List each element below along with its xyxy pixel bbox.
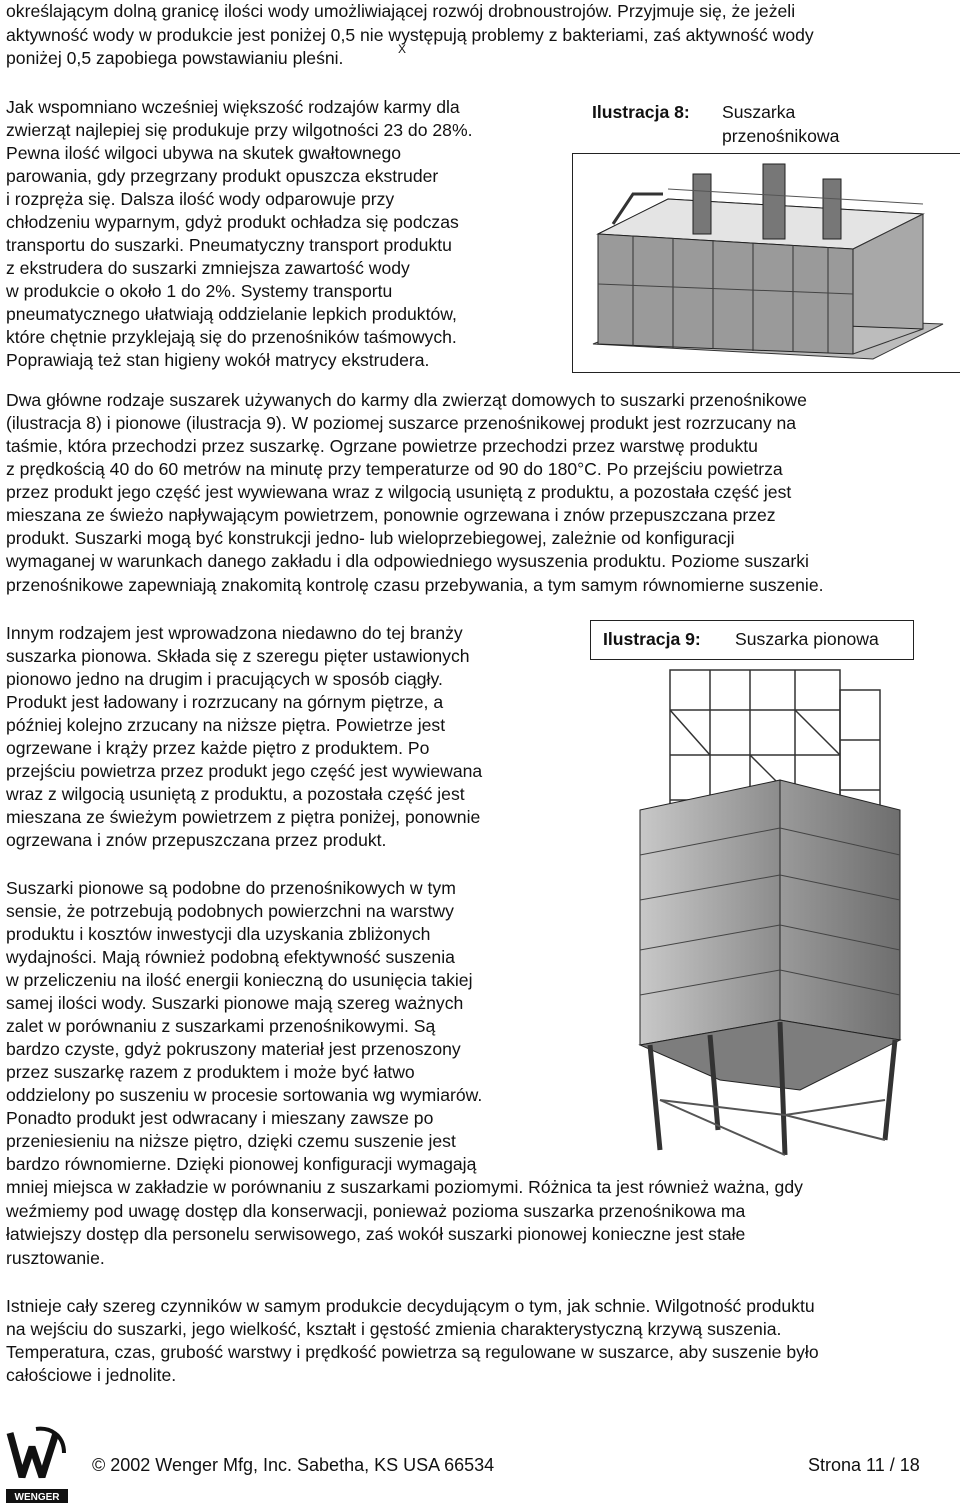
para1-line: Pewna ilość wilgoci ubywa na skutek gwałtownego [6,143,402,163]
para4-line: przez suszarkę razem z produktem i może być łatwo [6,1062,415,1082]
para3-line: pionowo jedno na drugim i pracujących w sposób ciągły. [6,669,443,689]
para1-line: Jak wspomniano wcześniej większość rodzajów karmy dla [6,97,460,117]
para1-line: zwierząt najlepiej się produkuje przy wilgotności 23 do 28%. [6,120,473,140]
para2-line: wymaganej w warunkach danego zakładu i dla odpowiedniego wysuszenia produktu. Poziome suszarki [6,551,809,571]
para1-line: które chętnie przyklejają się do przenośników taśmowych. [6,327,457,347]
para3-line: suszarka pionowa. Składa się z szeregu pięter ustawionych [6,646,470,666]
para1-line: z ekstrudera do suszarki zmniejsza zawartość wody [6,258,410,278]
wenger-logo [6,1425,68,1503]
para4-line: samej ilości wody. Suszarki pionowe mają szereg ważnych [6,993,464,1013]
para1-line: chłodzeniu wyparnym, gdyż produkt ochładza się podczas [6,212,459,232]
intro-line-3: poniżej 0,5 zapobiega powstawianiu pleśni. [6,48,344,68]
para4-line: produktu i kosztów inwestycji dla uzyskania zbliżonych [6,924,431,944]
intro-line-1: określającym dolną granicę ilości wody umożliwiającej rozwój drobnoustrojów. Przyjmuje się, że jeżeli [6,1,796,21]
para4-line: bardzo równomierne. Dzięki pionowej konfiguracji wymagają [6,1154,477,1174]
para3-line: później kolejno zrzucany na niższe piętra. Powietrze jest [6,715,446,735]
fig8-title [722,100,839,148]
para2-line: przez produkt jego część jest wywiewana wraz z wilgocią usuniętą z produktu, a pozostała część jest [6,482,792,502]
para4-line: w przeliczeniu na ilość energii konieczną do usunięcia takiej [6,970,473,990]
para4-line: Ponadto produkt jest odwracany i mieszany zawsze po [6,1108,434,1128]
para3-line: przejściu powietrza przez produkt jego część jest wywiewana [6,761,483,781]
para3-line: ogrzewane i krąży przez każde piętro z produktem. Po [6,738,430,758]
para5-line: całościowe i jednolite. [6,1365,177,1385]
para1-line: Poprawiają też stan higieny wokół matrycy ekstrudera. [6,350,430,370]
para4-line: Suszarki pionowe są podobne do przenośnikowych w tym [6,878,456,898]
logo-text: WENGER [14,1492,60,1503]
para4-line: sensie, że potrzebują podobnych powierzchni na warstwy [6,901,454,921]
fig9-caption-box [590,620,914,660]
footnote-marker: X [398,42,407,56]
para4-line: bardzo czyste, gdyż pokruszony materiał jest przenoszony [6,1039,461,1059]
intro-line-2: aktywność wody w produkcie jest poniżej 0,5 nie występują problemy z bakteriami, zaś aktywność wody [6,25,814,45]
footer-page-number: Strona 11 / 18 [808,1455,920,1475]
para2-line: mieszana ze świeżo napływającym powietrzem, ponownie ogrzewana i znów przepuszczana przez [6,505,776,525]
fig9-label: Ilustracja 9: [603,629,701,649]
para2-line: z prędkością 40 do 60 metrów na minutę przy temperaturze od 90 do 180°C. Po przejściu powietrza [6,459,783,479]
para4-line: rusztowanie. [6,1248,105,1268]
para5-line: Istnieje cały szereg czynników w samym produkcie decydującym o tym, jak schnie. Wilgotność produktu [6,1296,815,1316]
para4-line: weźmiemy pod uwagę dostęp dla konserwacji, ponieważ pozioma suszarka przenośnikowa ma [6,1201,746,1221]
para4-line: łatwiejszy dostęp dla personelu serwisowego, zaś wokół suszarki pionowej konieczne jest stałe [6,1224,746,1244]
para2-line: (ilustracja 8) i pionowe (ilustracja 9). W poziomej suszarce przenośnikowej produkt jest rozrzucany na [6,413,797,433]
para4-line: zalet w porównaniu z suszarkami przenośnikowymi. Są [6,1016,436,1036]
para1-line: parowania, gdy przegrzany produkt opuszcza ekstruder [6,166,439,186]
para2-line: taśmie, która przechodzi przez suszarkę. Ogrzane powietrze przechodzi przez warstwę produktu [6,436,758,456]
fig9-title: Suszarka pionowa [735,629,879,649]
para4-line: mniej miejsca w zakładzie w porównaniu z suszarkami poziomymi. Różnica ta jest również ważna, gdy [6,1177,803,1197]
para3-line: Innym rodzajem jest wprowadzona niedawno do tej branży [6,623,463,643]
para5-line: Temperatura, czas, grubość warstwy i prędkość powietrza są regulowane w suszarce, aby suszenie było [6,1342,819,1362]
fig8-title-line1: Suszarka [722,102,796,122]
fig8-label: Ilustracja 8: [592,102,690,122]
para1-line: i rozpręża się. Dalsza ilość wody odparowuje przy [6,189,395,209]
fig8-title-line2: przenośnikowa [722,126,840,146]
para4-line: wydajności. Mają również podobną efektywność suszenia [6,947,455,967]
para4-line: przeniesieniu na niższe piętro, dzięki czemu suszenie jest [6,1131,456,1151]
para3-line: ogrzewana i znów przepuszczana przez produkt. [6,830,387,850]
para1-line: pneumatycznego ułatwiają oddzielanie lepkich produktów, [6,304,457,324]
para1-line: w produkcie o około 1 do 2%. Systemy transportu [6,281,393,301]
para3-line: Produkt jest ładowany i rozrzucany na górnym piętrze, a [6,692,444,712]
horizontal-dryer-illustration [572,153,960,373]
vertical-dryer-illustration [600,660,920,1160]
para1-line: transportu do suszarki. Pneumatyczny transport produktu [6,235,452,255]
para3-line: mieszana ze świeżym powietrzem z piętra poniżej, ponownie [6,807,481,827]
para2-line: produkt. Suszarki mogą być konstrukcji jedno- lub wieloprzebiegowej, zależnie od konfiguracji [6,528,735,548]
para2-line: przenośnikowe zapewniają znakomitą kontrolę czasu przebywania, a tym samym równomierne suszenie. [6,575,824,595]
para3-line: wraz z wilgocią usuniętą z produktu, a pozostała część jest [6,784,465,804]
fig8-caption [592,100,690,124]
para2-line: Dwa główne rodzaje suszarek używanych do karmy dla zwierząt domowych to suszarki przenośnikowe [6,390,807,410]
para5-line: na wejściu do suszarki, jego wielkość, kształt i gęstość zmienia charakterystyczną krzywą suszenia. [6,1319,782,1339]
footer-copyright: © 2002 Wenger Mfg, Inc. Sabetha, KS USA 66534 [92,1455,495,1475]
para4-line: oddzielony po suszeniu w procesie sortowania wg wymiarów. [6,1085,483,1105]
